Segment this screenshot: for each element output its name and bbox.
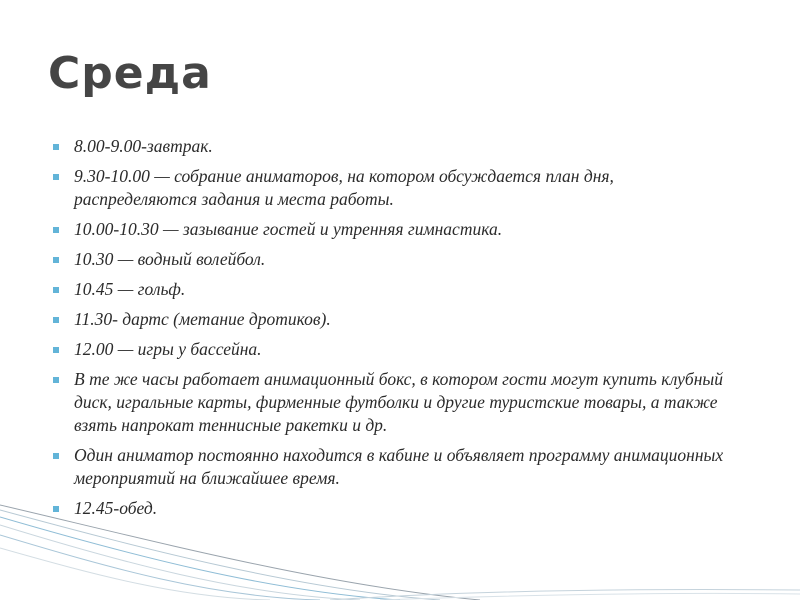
bullet-icon <box>53 287 59 293</box>
bullet-icon <box>53 227 59 233</box>
list-item-text: 10.30 — водный волейбол. <box>74 249 266 269</box>
list-item-text: 9.30-10.00 — собрание аниматоров, на котором обсуждается план дня, распределяются задания и места работы. <box>74 166 614 209</box>
list-item <box>50 248 740 271</box>
bullet-icon <box>53 377 59 383</box>
list-item-text: 12.00 — игры у бассейна. <box>74 339 262 359</box>
list-item <box>50 278 740 301</box>
list-item <box>50 308 740 331</box>
list-item <box>50 218 740 241</box>
slide-title: Среда <box>48 48 212 99</box>
wave-line <box>380 593 800 600</box>
bullet-list <box>50 135 740 527</box>
list-item-text: 11.30- дартс (метание дротиков). <box>74 309 331 329</box>
list-item-text: 10.00-10.30 — зазывание гостей и утренняя гимнастика. <box>74 219 503 239</box>
list-item-text: 8.00-9.00-завтрак. <box>74 136 213 156</box>
list-item <box>50 135 740 158</box>
wave-line <box>330 589 800 600</box>
bullet-icon <box>53 144 59 150</box>
bullet-icon <box>53 347 59 353</box>
list-item <box>50 497 740 520</box>
list-item-text: 12.45-обед. <box>74 498 158 518</box>
bullet-icon <box>53 317 59 323</box>
list-item <box>50 368 740 437</box>
wave-line <box>0 548 270 600</box>
list-item <box>50 338 740 361</box>
list-item-text: Один аниматор постоянно находится в кабине и объявляет программу анимационных мероприятий на ближайшее время. <box>74 445 724 488</box>
bullet-icon <box>53 506 59 512</box>
list-item-text: В те же часы работает анимационный бокс, в котором гости могут купить клубный диск, игральные карты, фирменные футболки и другие туристские товары, а также взять напрокат теннисные ракетки и др. <box>74 369 724 435</box>
wave-line <box>0 525 360 600</box>
list-item-text: 10.45 — гольф. <box>74 279 186 299</box>
list-item <box>50 165 740 211</box>
bullet-icon <box>53 257 59 263</box>
bullet-icon <box>53 453 59 459</box>
wave-line <box>0 535 320 600</box>
bullet-icon <box>53 174 59 180</box>
list-item <box>50 444 740 490</box>
wave-line <box>0 517 400 600</box>
